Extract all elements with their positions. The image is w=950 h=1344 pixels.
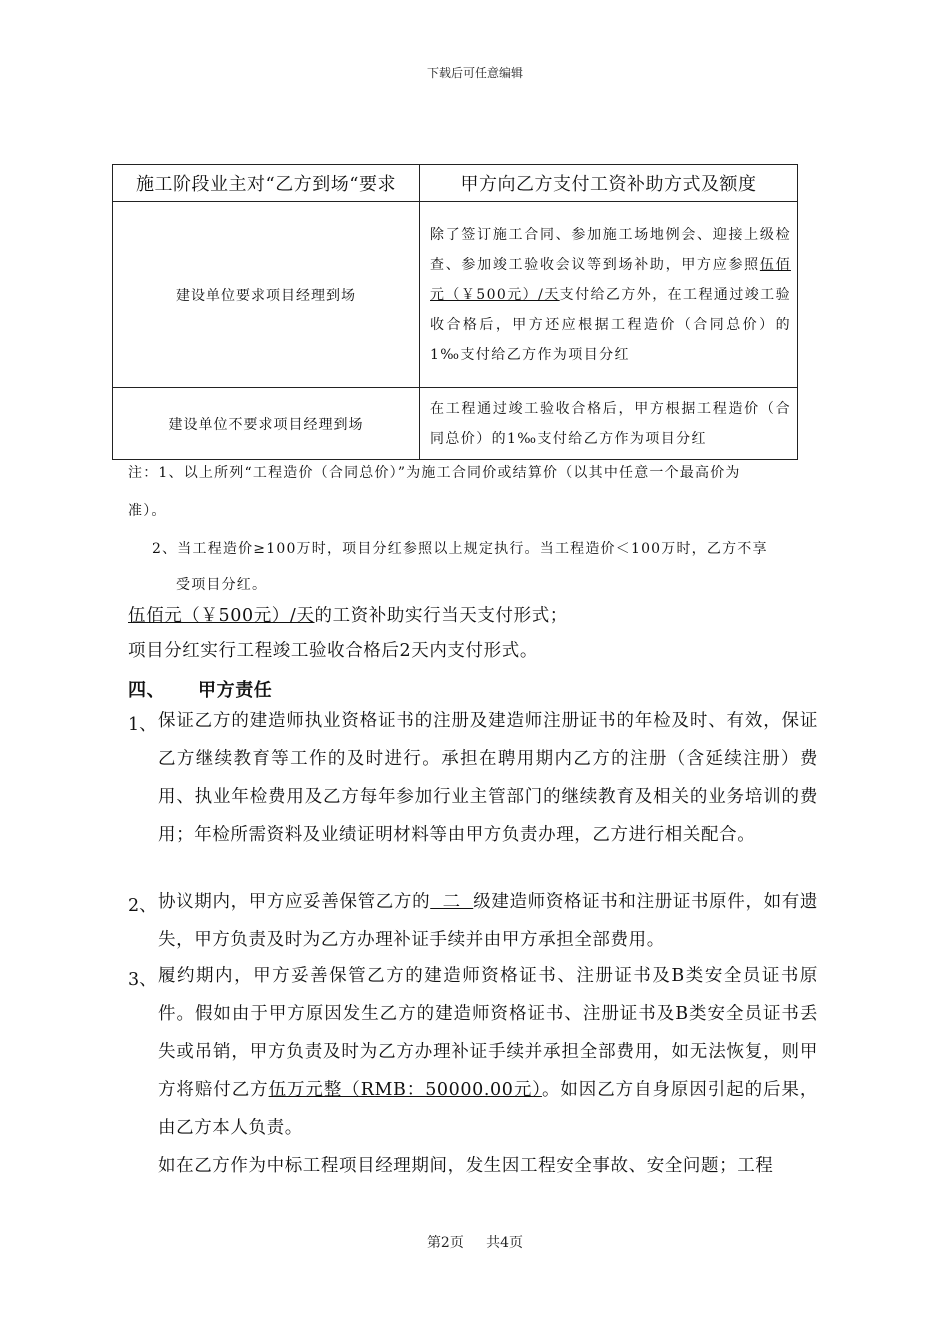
table-header-row xyxy=(113,165,798,202)
note-2-cont: 受项目分红。 xyxy=(176,577,268,593)
item-3-text xyxy=(158,957,818,1185)
table-header-right: 甲方向乙方支付工资补助方式及额度 xyxy=(420,165,798,202)
page-footer xyxy=(0,1232,950,1252)
table-cell-payment: 在工程通过竣工验收合格后，甲方根据工程造价（合同总价）的1‰支付给乙方作为项目分红 xyxy=(420,388,798,460)
payment-text: 支付给乙方外，在工程通过竣工验收合格后，甲方还应根据工程造价（合同总价）的1‰支付给乙方作为项目分红 xyxy=(430,286,791,363)
table-header-left: 施工阶段业主对“乙方到场“要求 xyxy=(113,165,420,202)
item-number: 1、 xyxy=(128,715,157,735)
certificate-level: 二 xyxy=(430,892,474,912)
subsidy-table xyxy=(112,164,798,460)
payment-text: 除了签订施工合同、参加施工场地例会、迎接上级检查、参加竣工验收会议等到场补助，甲方应参照 xyxy=(430,226,791,273)
item-number: 3、 xyxy=(128,970,157,990)
page-number: 第2页 xyxy=(426,1235,464,1251)
payment-line-text: 的工资补助实行当天支付形式； xyxy=(314,606,568,626)
item-3-continuation: 如在乙方作为中标工程项目经理期间，发生因工程安全事故、安全问题；工程 xyxy=(158,1156,774,1176)
section-number: 四、 xyxy=(128,680,166,701)
item-3-part: 。如因乙方自身原因引起的后果，由乙方本人负责。 xyxy=(158,1080,819,1138)
table-row xyxy=(113,388,798,460)
note-2: 2、当工程造价≥100万时，项目分红参照以上规定执行。当工程造价＜100万时，乙方不享 xyxy=(152,541,768,557)
item-1-text: 保证乙方的建造师执业资格证书的注册及建造师注册证书的年检及时、有效，保证乙方继续教育等工作的及时进行。承担在聘用期内乙方的注册（含延续注册）费用、执业年检费用及乙方每年参加行业主管部门的继续教育及相关的业务培训的费用；年检所需资料及业绩证明材料等由甲方负责办理，乙方进行相关配合。 xyxy=(158,711,818,845)
item-3-part: 履约期内，甲方妥善保管乙方的建造师资格证书、注册证书及B类安全员证书原件。假如由于甲方原因发生乙方的建造师资格证书、注册证书及B类安全员证书丢失或吊销，甲方负责及时为乙方办理补证手续并承担全部费用，如无法恢复，则甲方将赔付乙方 xyxy=(158,966,818,1100)
item-number: 2、 xyxy=(128,896,157,916)
item-2-text xyxy=(158,883,818,959)
note-1: 注：1、以上所列“工程造价（合同总价）”为施工合同价或结算价（以其中任意一个最高价为 xyxy=(128,465,741,481)
table-row xyxy=(113,202,798,388)
table-cell-condition: 建设单位不要求项目经理到场 xyxy=(113,388,420,460)
compensation-amount: 伍万元整（RMB：50000.00元） xyxy=(268,1080,542,1100)
note-1-cont: 准）。 xyxy=(128,503,167,519)
payment-amount: 伍佰元（￥500元）/天 xyxy=(430,256,791,303)
table-cell-condition: 建设单位要求项目经理到场 xyxy=(113,202,420,388)
table-cell-payment xyxy=(420,202,798,388)
page-header: 下载后可任意编辑 xyxy=(426,66,523,80)
section-title: 甲方责任 xyxy=(198,680,273,701)
payment-amount: 伍佰元（￥500元）/天 xyxy=(128,606,315,626)
item-2-part: 级建造师资格证书和注册证书原件，如有遗失，甲方负责及时为乙方办理补证手续并由甲方承担全部费用。 xyxy=(158,892,818,950)
item-2-part: 协议期内，甲方应妥善保管乙方的 xyxy=(158,892,431,912)
payment-line-1 xyxy=(128,602,568,627)
payment-line-2: 项目分红实行工程竣工验收合格后2天内支付形式。 xyxy=(128,641,538,661)
page-total: 共4页 xyxy=(486,1235,524,1251)
